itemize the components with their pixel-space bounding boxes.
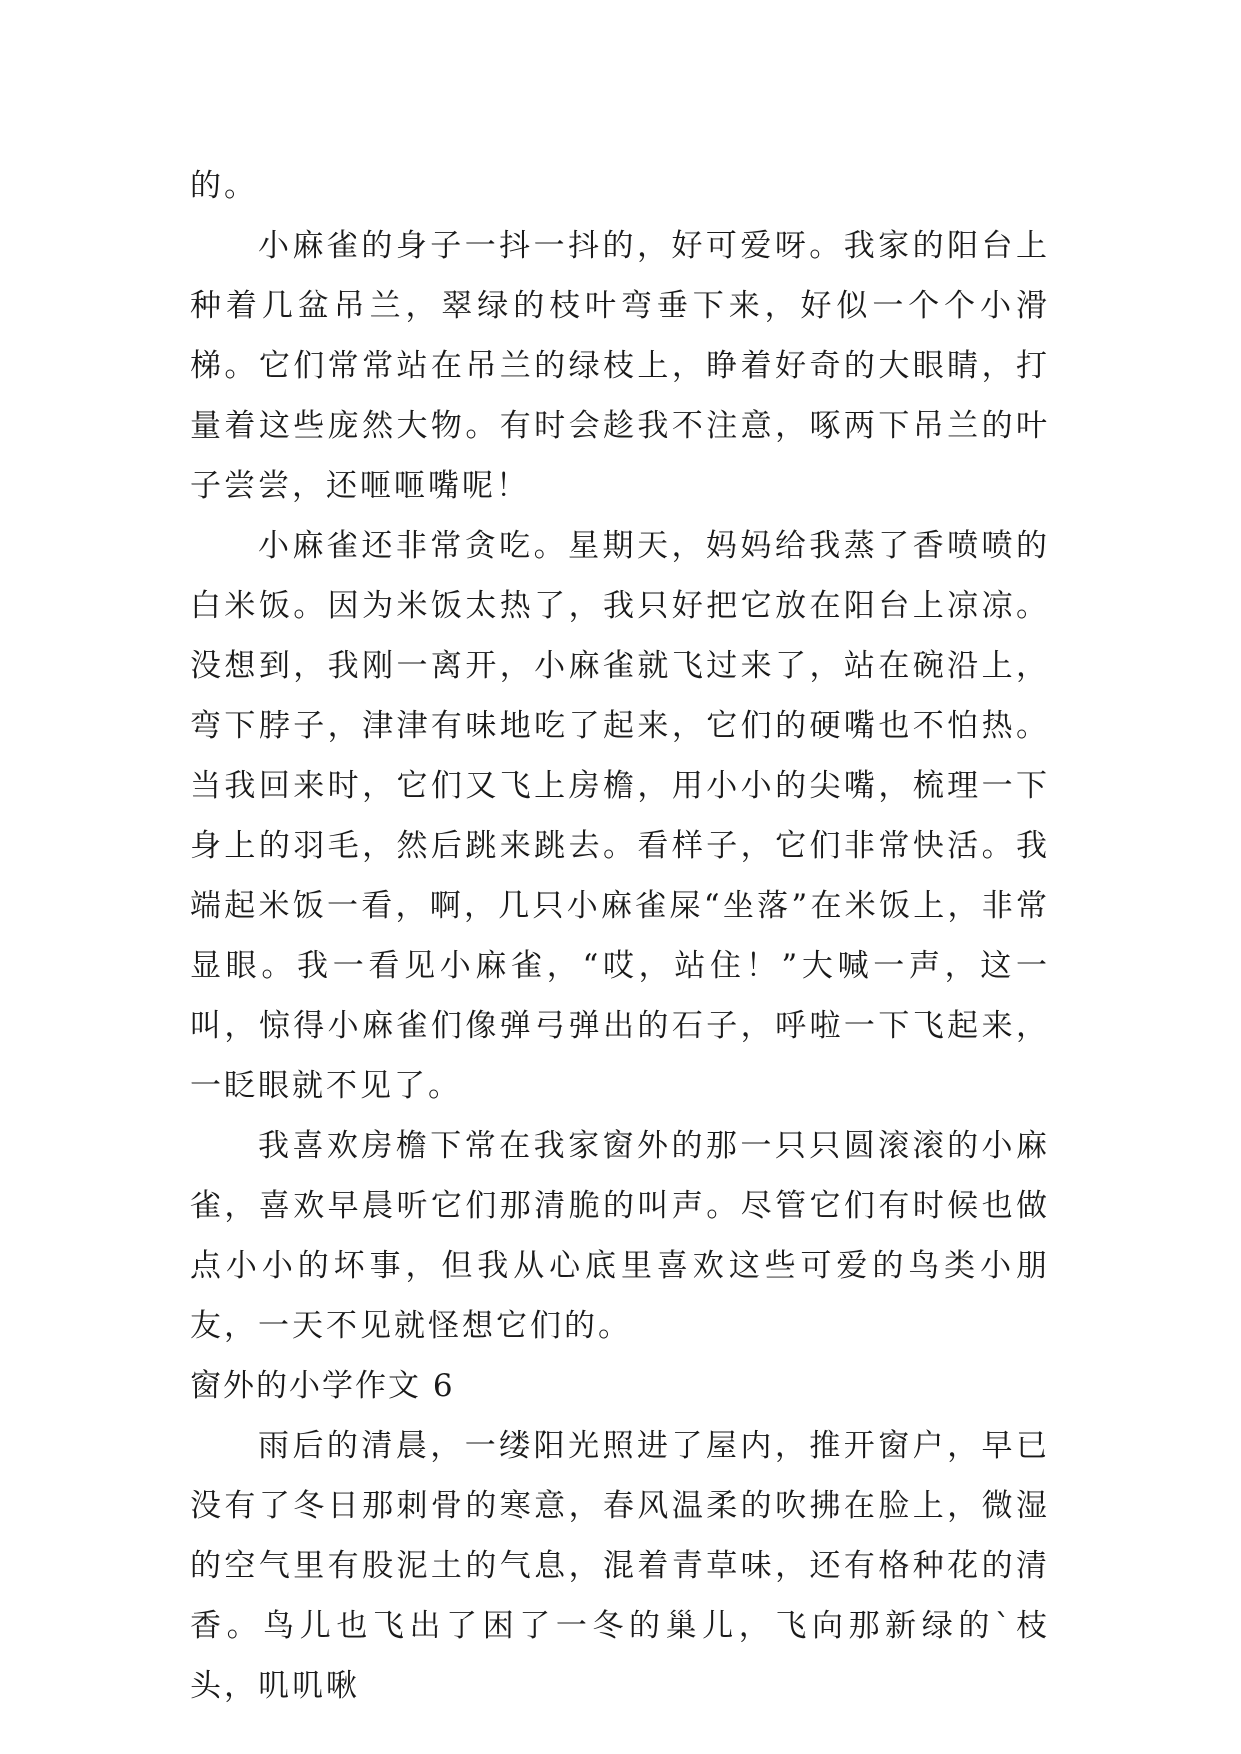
- document-body: [190, 156, 1050, 1716]
- paragraph-morning: 雨后的清晨，一缕阳光照进了屋内，推开窗户，早已没有了冬日那刺骨的寒意，春风温柔的吹拂在脸上，微湿的空气里有股泥土的气息，混着青草味，还有格种花的清香。鸟儿也飞出了困了一冬的巢儿，飞向那新绿的`枝头，叽叽啾: [190, 1428, 1050, 1704]
- paragraph-sparrow-cute: 小麻雀的身子一抖一抖的，好可爱呀。我家的阳台上种着几盆吊兰，翠绿的枝叶弯垂下来，好似一个个小滑梯。它们常常站在吊兰的绿枝上，睁着好奇的大眼睛，打量着这些庞然大物。有时会趁我不注意，啄两下吊兰的叶子尝尝，还咂咂嘴呢！: [190, 228, 1050, 504]
- essay-heading: 窗外的小学作文 6: [190, 1368, 455, 1404]
- paragraph-sparrow-greedy: 小麻雀还非常贪吃。星期天，妈妈给我蒸了香喷喷的白米饭。因为米饭太热了，我只好把它放在阳台上凉凉。没想到，我刚一离开，小麻雀就飞过来了，站在碗沿上，弯下脖子，津津有味地吃了起来，它们的硬嘴也不怕热。当我回来时，它们又飞上房檐，用小小的尖嘴，梳理一下身上的羽毛，然后跳来跳去。看样子，它们非常快活。我端起米饭一看，啊，几只小麻雀屎“坐落”在米饭上，非常显眼。我一看见小麻雀，“哎，站住！”大喊一声，这一叫，惊得小麻雀们像弹弓弹出的石子，呼啦一下飞起来，一眨眼就不见了。: [190, 528, 1050, 1104]
- paragraph-continuation: 的。: [190, 168, 258, 204]
- paragraph-sparrow-like: 我喜欢房檐下常在我家窗外的那一只只圆滚滚的小麻雀，喜欢早晨听它们那清脆的叫声。尽管它们有时候也做点小小的坏事，但我从心底里喜欢这些可爱的鸟类小朋友，一天不见就怪想它们的。: [190, 1128, 1050, 1344]
